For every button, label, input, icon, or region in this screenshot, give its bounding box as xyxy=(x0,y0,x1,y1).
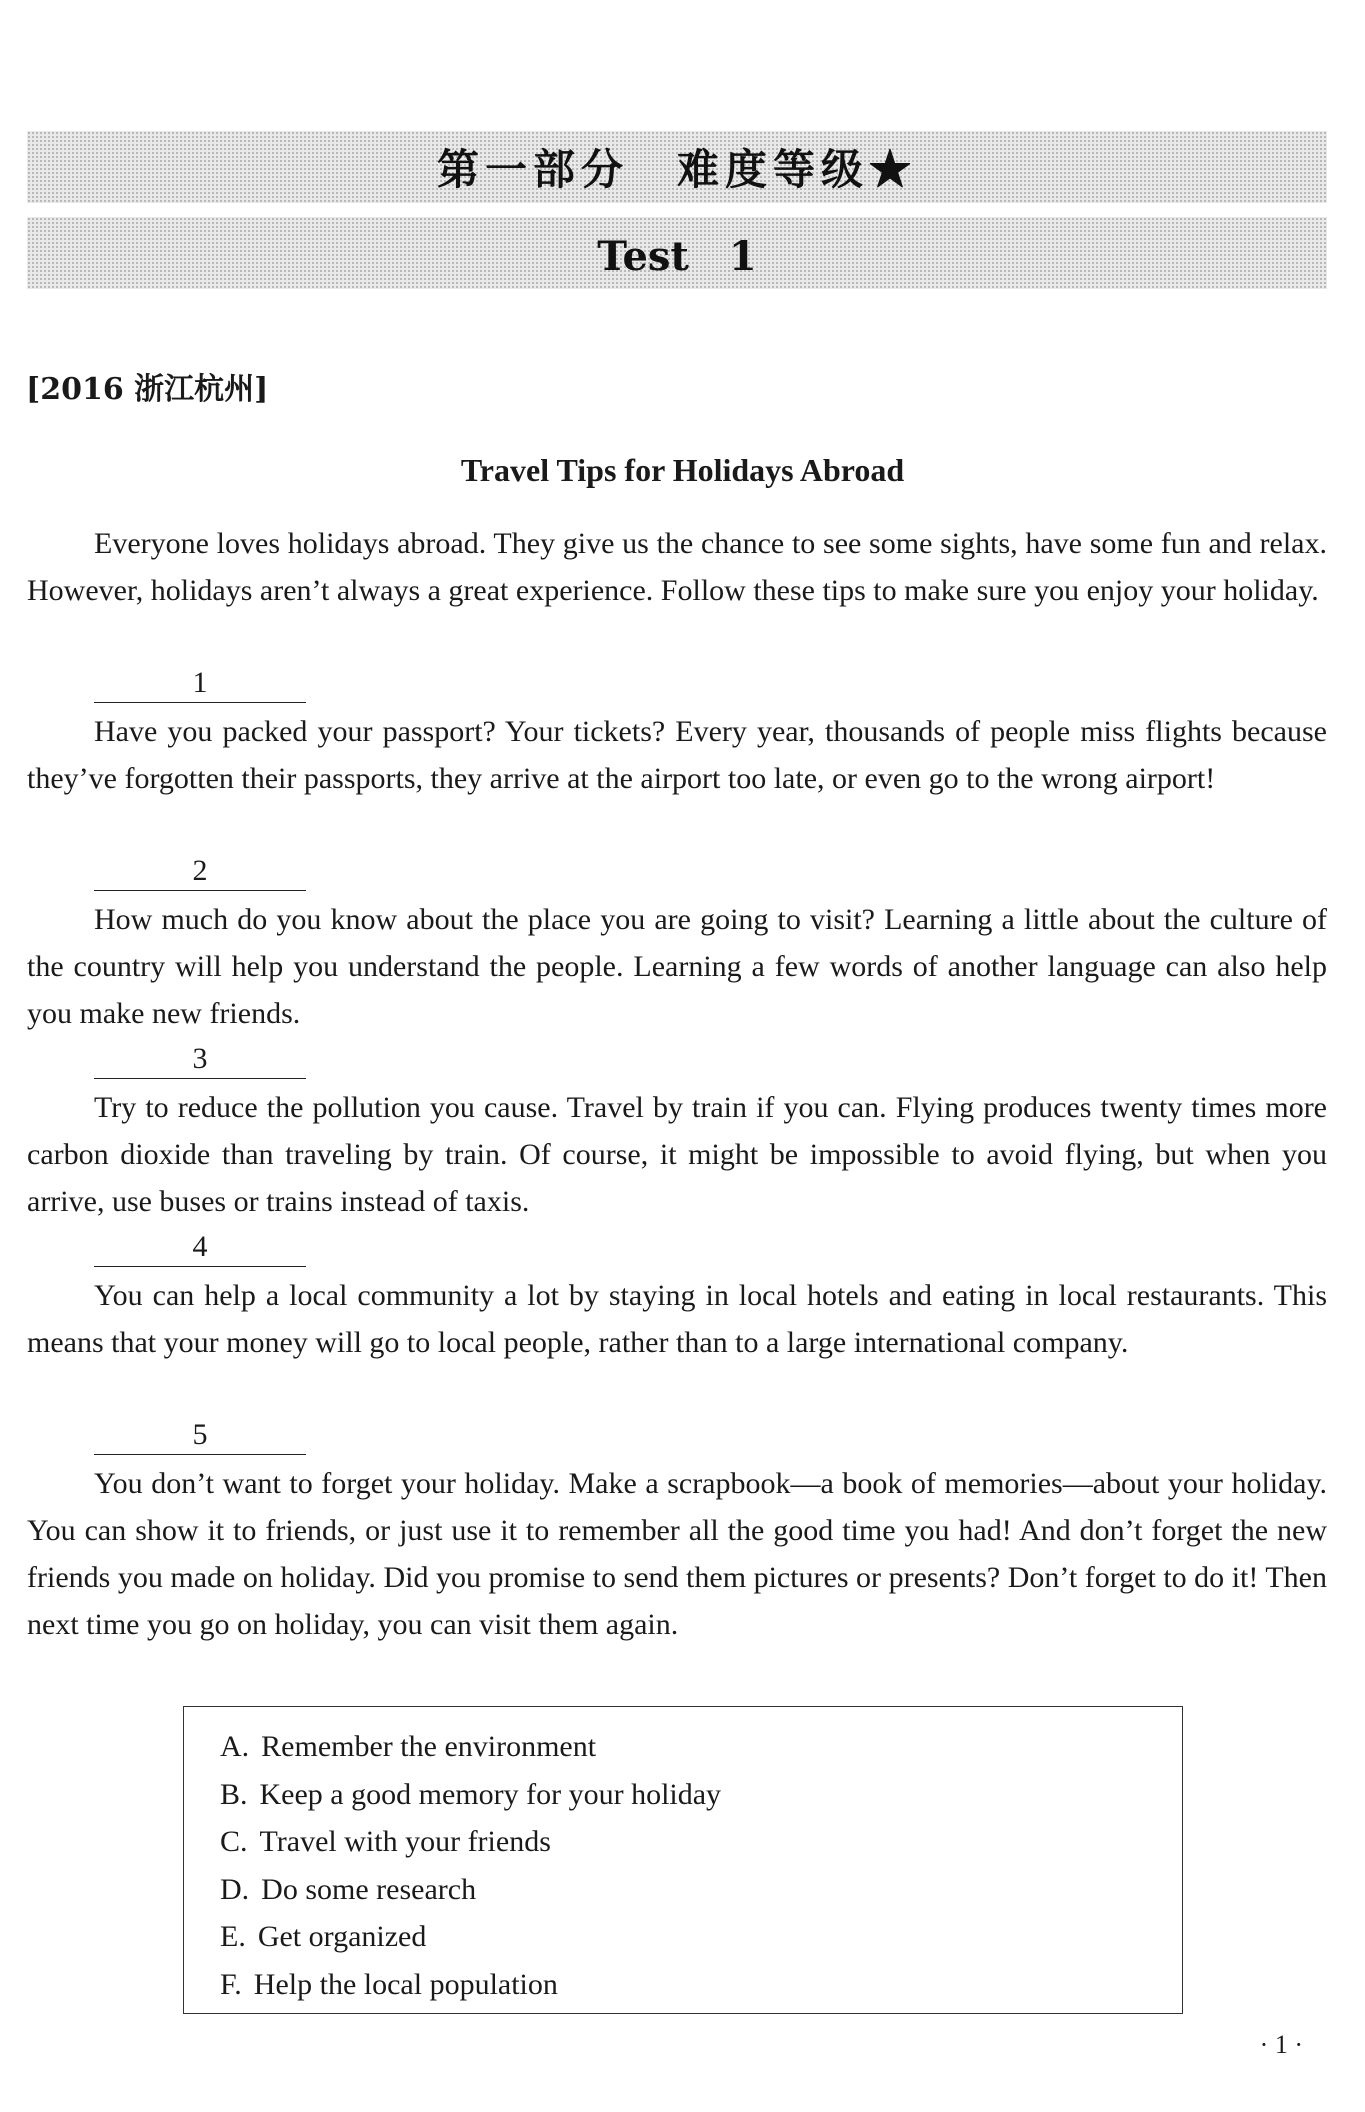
option-letter: B. xyxy=(220,1777,248,1811)
option-text: Travel with your friends xyxy=(259,1825,551,1858)
part-header-banner xyxy=(27,131,1327,203)
option-text: Do some research xyxy=(261,1872,477,1906)
section-1-paragraph: Have you packed your passport? Your tickets? Every year, thousands of people miss flights because they’ve forgotten their passports, they arrive at the airport too late, or even go to the wrong airport! xyxy=(27,715,1327,795)
option-text: Remember the environment xyxy=(261,1730,597,1763)
part-title: 第一部分 难度等级★ xyxy=(436,145,917,194)
source-label: [2016 浙江杭州] xyxy=(26,372,269,407)
option-letter: F. xyxy=(220,1967,242,2001)
option-b xyxy=(220,1771,1182,1819)
blank-3: 3 xyxy=(94,1040,306,1079)
option-letter: C. xyxy=(220,1825,248,1858)
option-text: Get organized xyxy=(257,1920,427,1953)
test-header-banner xyxy=(27,217,1327,289)
option-f xyxy=(220,1961,1182,2009)
option-a xyxy=(220,1723,1182,1771)
option-text: Help the local population xyxy=(253,1967,558,2001)
option-e xyxy=(220,1913,1182,1961)
option-letter: D. xyxy=(220,1872,250,1906)
option-d xyxy=(220,1866,1182,1914)
article-title: Travel Tips for Holidays Abroad xyxy=(460,452,905,488)
option-letter: A. xyxy=(220,1730,250,1763)
test-title: Test 1 xyxy=(597,232,757,280)
page-number: · 1 · xyxy=(1259,2030,1303,2059)
option-c xyxy=(220,1818,1182,1866)
blank-4: 4 xyxy=(94,1228,306,1267)
section-3-paragraph: Try to reduce the pollution you cause. Travel by train if you can. Flying produces twenty times more carbon dioxide than traveling by train. Of course, it might be impossible to avoid flying, but when you arrive, use buses or trains instead of taxis. xyxy=(27,1091,1327,1218)
option-text: Keep a good memory for your holiday xyxy=(259,1777,722,1811)
blank-1: 1 xyxy=(94,664,306,703)
section-2-paragraph: How much do you know about the place you are going to visit? Learning a little about the culture of the country will help you understand the people. Learning a few words of another language can also help you make new friends. xyxy=(27,903,1327,1030)
option-letter: E. xyxy=(220,1920,246,1953)
blank-2: 2 xyxy=(94,852,306,891)
section-4-paragraph: You can help a local community a lot by staying in local hotels and eating in local restaurants. This means that your money will go to local people, rather than to a large international company. xyxy=(27,1279,1327,1359)
section-5-paragraph: You don’t want to forget your holiday. Make a scrapbook—a book of memories—about your holiday. You can show it to friends, or just use it to remember all the good time you had! And don’t forget the new friends you made on holiday. Did you promise to send them pictures or presents? Don’t forget to do it! Then next time you go on holiday, you can visit them again. xyxy=(27,1467,1327,1641)
options-box xyxy=(183,1706,1183,2014)
intro-paragraph: Everyone loves holidays abroad. They give us the chance to see some sights, have some fun and relax. However, holidays aren’t always a great experience. Follow these tips to make sure you enjoy your holiday. xyxy=(27,527,1327,607)
blank-5: 5 xyxy=(94,1416,306,1455)
